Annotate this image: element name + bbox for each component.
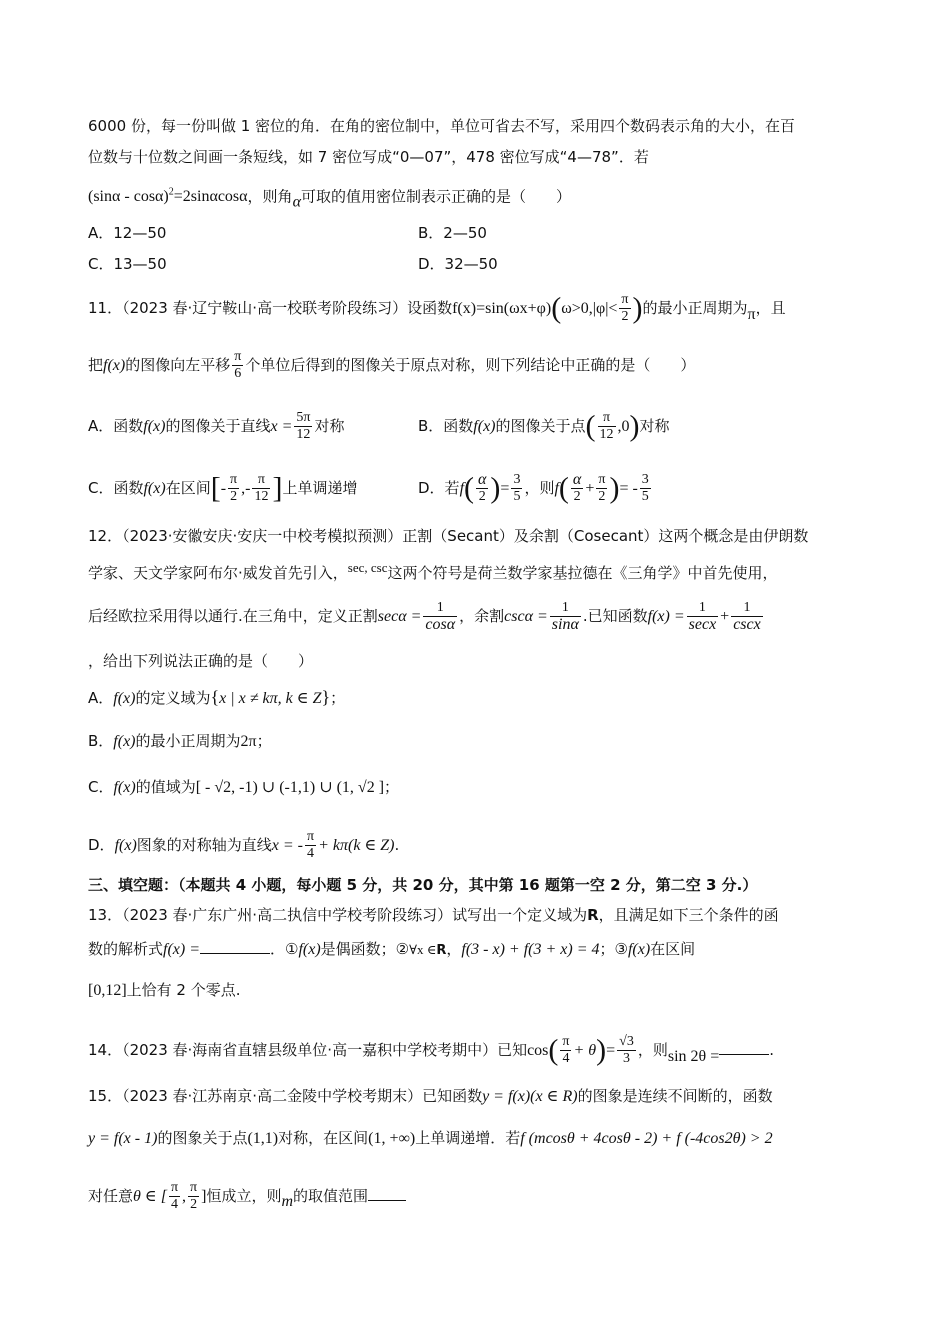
q10-option-d[interactable]: D．32—50 [418, 255, 498, 273]
q10-option-b[interactable]: B．2—50 [418, 224, 487, 242]
q10-line1: 6000 份，每一份叫做 1 密位的角．在角的密位制中，单位可省去不写，采用四个数码表示角的大小，在百 [88, 117, 796, 135]
q10-option-c[interactable]: C．13—50 [88, 255, 167, 273]
q12-line4: ，给出下列说法正确的是（ ） [88, 652, 314, 670]
q15-line3: 对任意θ ∈ [ $\frac{\pi}{4}$ , $\frac{\pi}{2}$ ]恒成立，则m的取值范围 [88, 1180, 864, 1213]
q10-options-row1 [88, 222, 864, 244]
q11-options-row1 [88, 410, 864, 443]
q10-options-row2 [88, 253, 864, 275]
q12-option-a[interactable]: A．f(x)的定义域为{x | x ≠ kπ, k ∈ Z}； [88, 687, 346, 707]
q13-line2: 数的解析式f(x) = ．①f(x)是偶函数；②∀x ∈R，f(3 - x) + f(3 + x) = 4；③f(x)在区间 [88, 940, 696, 958]
q15-answer-blank[interactable] [368, 1200, 406, 1201]
q11-option-d[interactable]: D．若f( $\frac{\alpha}{2}$ )= $\frac{3}{5}$ ，则f( $\frac{\alpha}{2}$ + $\frac{\pi}{2}$ )= - $\frac{3}{5}$ [418, 471, 649, 505]
q12-line2: 学家、天文学家阿布尔·威发首先引入，sec, csc这两个符号是荷兰数学家基拉德在《三角学》中首先使用， [88, 560, 778, 582]
q14-line: 14．（2023 春·海南省直辖县级单位·高一嘉积中学校考期中）已知cos( $\frac{\pi}{4}$ + θ)= $\frac{√3}{3}$ ，则sin 2θ = . [88, 1033, 775, 1067]
q12-option-b[interactable]: B．f(x)的最小正周期为2π； [88, 732, 272, 750]
q11-option-c[interactable]: C．函数f(x)在区间[- $\frac{\pi}{2}$ ,- $\frac{\pi}{12}$ ]上单调递增 [88, 471, 358, 505]
q14-answer-blank[interactable] [719, 1054, 769, 1055]
q11-pi-over-2: $\frac{\pi}{2}$ [621, 292, 629, 324]
q11-line2: 把f(x)的图像向左平移 $\frac{\pi}{6}$ 个单位后得到的图像关于原点对称，则下列结论中正确的是（ ） [88, 349, 696, 381]
q12-option-c[interactable]: C．f(x)的值域为[ - √2, -1) ∪ (-1,1) ∪ (1, √2 ]； [88, 778, 400, 796]
q10-line3: (sinα - cosα)$^2$=2sinαcosα，则角α可取的值用密位制表示正确的是（ ） [88, 187, 571, 211]
q11-stem: 11．（2023 春·辽宁鞍山·高一校联考阶段练习）设函数f(x)=sin(ωx+φ)(ω>0,|φ|< $\frac{\pi}{2}$ )的最小正周期为π，且 [88, 291, 786, 325]
section3-heading: 三、填空题：（本题共 4 小题，每小题 5 分，共 20 分，其中第 16 题第一空 2 分，第二空 3 分.） [88, 876, 758, 894]
q13-answer-blank[interactable] [200, 953, 270, 954]
q11-option-a[interactable]: A．函数f(x)的图像关于直线x = $\frac{5\pi}{12}$ 对称 [88, 410, 345, 442]
q11-options-row2 [88, 472, 864, 505]
q12-line3: 后经欧拉采用得以通行.在三角中，定义正割secα = $\frac{1}{\cos\alpha}$ ，余割cscα = $\frac{1}{\sin\alpha}$ .已知函数f(x) = $\frac{1}{\sec x}$ + $\frac{1}{\csc x}$ [88, 600, 761, 633]
q15-line1: 15．（2023 春·江苏南京·高二金陵中学校考期末）已知函数y = f(x)(x ∈ R)的图象是连续不间断的，函数 [88, 1087, 773, 1105]
q13-line3: [0,12]上恰有 2 个零点. [88, 981, 241, 999]
q15-line2: y = f(x - 1)的图象关于点(1,1)对称，在区间(1, +∞)上单调递增．若f (mcosθ + 4cosθ - 2) + f (-4cos2θ) > 2 [88, 1129, 773, 1147]
q12-option-d[interactable]: D．f(x)图象的对称轴为直线x = - $\frac{\pi}{4}$ + kπ(k ∈ Z). [88, 829, 400, 861]
q10-condition: (sinα - cosα)$^2$=2sinαcosα [88, 187, 248, 206]
q13-line1: 13．（2023 春·广东广州·高二执信中学校考阶段练习）试写出一个定义域为R，且满足如下三个条件的函 [88, 906, 779, 924]
q10-line2: 位数与十位数之间画一条短线，如 7 密位写成“0—07”，478 密位写成“4—78”．若 [88, 148, 649, 166]
q10-option-a[interactable]: A．12—50 [88, 224, 167, 242]
q11-option-b[interactable]: B．函数f(x)的图像关于点( $\frac{\pi}{12}$ ,0)对称 [418, 409, 670, 443]
q12-line1: 12．（2023·安徽安庆·安庆一中校考模拟预测）正割（Secant）及余割（Cosecant）这两个概念是由伊朗数 [88, 527, 809, 545]
